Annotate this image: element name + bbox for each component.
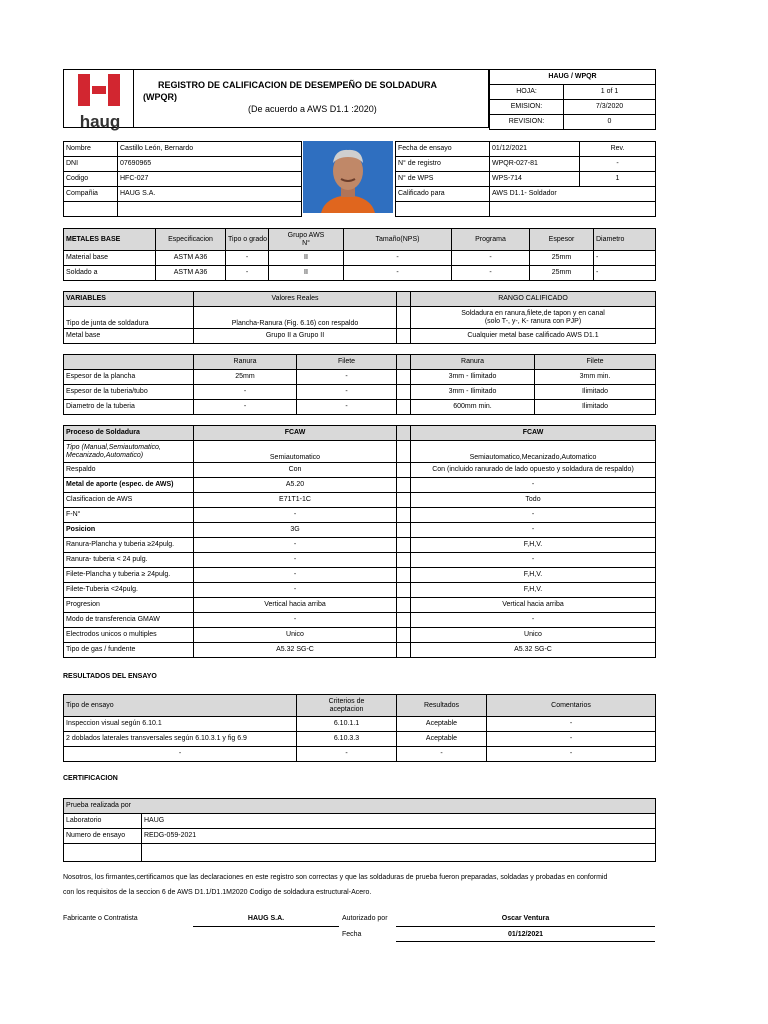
thickness-header xyxy=(64,355,194,370)
variables-cell: Cualquier metal base calificado AWS D1.1 xyxy=(411,329,656,344)
process-cell: E71T1-1C xyxy=(194,493,397,508)
gap-cell xyxy=(397,598,411,613)
form-title-wpqr: (WPQR) xyxy=(143,92,177,102)
process-cell: - xyxy=(194,613,397,628)
results-cell: 6.10.3.3 xyxy=(297,732,397,747)
process-cell: Progresion xyxy=(64,598,194,613)
process-cell: Unico xyxy=(194,628,397,643)
empty-cell xyxy=(64,844,142,862)
fecha-firma-label: Fecha xyxy=(342,931,362,938)
thickness-header: Ranura xyxy=(194,355,297,370)
results-cell: Inspeccion visual según 6.10.1 xyxy=(64,717,297,732)
gap-cell xyxy=(397,583,411,598)
metals-header: Tamaño(NPS) xyxy=(344,229,452,251)
results-cell: - xyxy=(297,747,397,762)
thickness-header: Filete xyxy=(535,355,656,370)
document-info-box xyxy=(489,69,656,130)
variables-cell: Tipo de junta de soldadura xyxy=(64,307,194,329)
empty-cell xyxy=(118,202,302,217)
lab-value: HAUG xyxy=(142,814,656,829)
results-header: Resultados xyxy=(397,695,487,717)
wps-label: N° de WPS xyxy=(396,172,490,187)
metals-cell: - xyxy=(344,251,452,266)
thickness-cell: Espesor de la plancha xyxy=(64,370,194,385)
table-row xyxy=(64,441,656,463)
form-title: REGISTRO DE CALIFICACION DE DESEMPEÑO DE SOLDADURA xyxy=(158,80,438,90)
empty-cell xyxy=(142,844,656,862)
process-cell: - xyxy=(194,568,397,583)
empty-cell xyxy=(490,202,656,217)
results-cell: 6.10.1.1 xyxy=(297,717,397,732)
table-row xyxy=(64,266,656,281)
revision-value: 0 xyxy=(564,115,656,130)
thickness-cell: - xyxy=(297,385,397,400)
metals-cell: ASTM A36 xyxy=(156,251,226,266)
metals-header: Diametro xyxy=(594,229,656,251)
process-cell: F,H,V. xyxy=(411,538,656,553)
thickness-cell: 600mm min. xyxy=(411,400,535,415)
process-cell: Proceso de Soldadura xyxy=(64,426,194,441)
metals-cell: 25mm xyxy=(530,251,594,266)
table-row xyxy=(64,385,656,400)
gap-cell xyxy=(397,329,411,344)
nombre-label: Nombre xyxy=(64,142,118,157)
thickness-cell: Ilimitado xyxy=(535,400,656,415)
process-cell: Posicion xyxy=(64,523,194,538)
results-cell: - xyxy=(397,747,487,762)
dni-label: DNI xyxy=(64,157,118,172)
process-cell: - xyxy=(411,508,656,523)
dni-value: 07690965 xyxy=(118,157,302,172)
metals-cell: - xyxy=(226,251,269,266)
table-row xyxy=(64,478,656,493)
gap-cell xyxy=(397,355,411,370)
gap-cell xyxy=(397,493,411,508)
process-cell: Electrodos unicos o multiples xyxy=(64,628,194,643)
process-cell: Filete-Plancha y tuberia ≥ 24pulg. xyxy=(64,568,194,583)
table-row xyxy=(64,329,656,344)
gap-cell xyxy=(397,385,411,400)
metals-cell: - xyxy=(452,266,530,281)
table-row xyxy=(64,538,656,553)
gap-cell xyxy=(397,553,411,568)
compania-label: Compañia xyxy=(64,187,118,202)
table-row xyxy=(64,370,656,385)
results-table xyxy=(63,694,656,762)
metals-cell: - xyxy=(594,266,656,281)
autorizado-label: Autorizado por xyxy=(342,915,388,922)
welder-info-table xyxy=(63,141,302,217)
person-photo-icon xyxy=(303,141,393,213)
revision-label: REVISION: xyxy=(490,115,564,130)
registro-rev: - xyxy=(580,157,656,172)
variables-cell: Grupo II a Grupo II xyxy=(194,329,397,344)
metals-cell: II xyxy=(269,251,344,266)
process-cell: Ranura- tuberia < 24 pulg. xyxy=(64,553,194,568)
process-cell: A5.32 SG-C xyxy=(194,643,397,658)
process-cell: - xyxy=(411,613,656,628)
results-cell: Aceptable xyxy=(397,717,487,732)
thickness-header: Filete xyxy=(297,355,397,370)
variables-cell: Plancha-Ranura (Fig. 6.16) con respaldo xyxy=(194,307,397,329)
certification-table xyxy=(63,798,656,862)
gap-cell xyxy=(397,463,411,478)
gap-cell xyxy=(397,643,411,658)
results-title: RESULTADOS DEL ENSAYO xyxy=(63,673,157,680)
table-row xyxy=(64,493,656,508)
fecha-value: 01/12/2021 xyxy=(490,142,580,157)
process-cell: Modo de transferencia GMAW xyxy=(64,613,194,628)
process-cell: - xyxy=(194,583,397,598)
num-value: REDG-059-2021 xyxy=(142,829,656,844)
gap-cell xyxy=(397,613,411,628)
table-row xyxy=(64,598,656,613)
thickness-table xyxy=(63,354,656,415)
process-cell: - xyxy=(194,508,397,523)
table-row xyxy=(64,717,656,732)
certification-statement-line1: Nosotros, los firmantes,certificamos que las declaraciones en este registro son correctas y que las soldaduras de prueba fueron preparadas, soldadas y probadas en conformid xyxy=(63,874,608,881)
table-row xyxy=(64,583,656,598)
fabricante-line xyxy=(193,926,339,927)
metals-header: Tipo o grado xyxy=(226,229,269,251)
metals-cell: - xyxy=(344,266,452,281)
variables-cell: Soldadura en ranura,filete,de tapon y en canal (solo T-, y-, K- ranura con PJP) xyxy=(411,307,656,329)
registro-label: N° de registro xyxy=(396,157,490,172)
metals-cell: - xyxy=(226,266,269,281)
nombre-value: Castillo León, Bernardo xyxy=(118,142,302,157)
table-row xyxy=(64,568,656,583)
certification-title: CERTIFICACION xyxy=(63,775,118,782)
fabricante-value: HAUG S.A. xyxy=(247,915,285,922)
results-header: Comentarios xyxy=(487,695,656,717)
variables-table xyxy=(63,291,656,344)
lab-label: Laboratorio xyxy=(64,814,142,829)
gap-cell xyxy=(397,441,411,463)
table-row xyxy=(64,553,656,568)
haug-logo xyxy=(72,72,128,131)
process-cell: 3G xyxy=(194,523,397,538)
gap-cell xyxy=(397,426,411,441)
metals-header: Programa xyxy=(452,229,530,251)
fecha-firma-line xyxy=(396,941,655,942)
table-row xyxy=(64,508,656,523)
process-cell: Metal de aporte (espec. de AWS) xyxy=(64,478,194,493)
table-row xyxy=(64,463,656,478)
process-cell: A5.20 xyxy=(194,478,397,493)
process-cell: Vertical hacia arriba xyxy=(411,598,656,613)
compania-value: HAUG S.A. xyxy=(118,187,302,202)
logo-text: haug xyxy=(79,112,121,131)
calificado-label: Calificado para xyxy=(396,187,490,202)
variables-header: RANGO CALIFICADO xyxy=(411,292,656,307)
gap-cell xyxy=(397,292,411,307)
process-cell: Con xyxy=(194,463,397,478)
process-cell: FCAW xyxy=(194,426,397,441)
hoja-value: 1 of 1 xyxy=(564,85,656,100)
table-row xyxy=(64,747,656,762)
codigo-value: HFC-027 xyxy=(118,172,302,187)
process-cell: F,H,V. xyxy=(411,583,656,598)
process-cell: F,H,V. xyxy=(411,568,656,583)
results-cell: 2 doblados laterales transversales según 6.10.3.1 y fig 6.9 xyxy=(64,732,297,747)
logo-mark-icon xyxy=(72,72,128,108)
thickness-cell: - xyxy=(297,400,397,415)
metals-header: Especificacion xyxy=(156,229,226,251)
calificado-value: AWS D1.1- Soldador xyxy=(490,187,656,202)
metals-cell: - xyxy=(452,251,530,266)
metals-header: Espesor xyxy=(530,229,594,251)
thickness-cell: 3mm - Ilimitado xyxy=(411,385,535,400)
gap-cell xyxy=(397,523,411,538)
metals-cell: 25mm xyxy=(530,266,594,281)
process-cell: A5.32 SG-C xyxy=(411,643,656,658)
fecha-label: Fecha de ensayo xyxy=(396,142,490,157)
gap-cell xyxy=(397,538,411,553)
gap-cell xyxy=(397,508,411,523)
autorizado-line xyxy=(396,926,655,927)
results-header: Criterios de aceptacion xyxy=(297,695,397,717)
rev-label: Rev. xyxy=(580,142,656,157)
process-cell: - xyxy=(411,553,656,568)
results-cell: - xyxy=(487,717,656,732)
gap-cell xyxy=(397,370,411,385)
gap-cell xyxy=(397,400,411,415)
process-cell: Tipo de gas / fundente xyxy=(64,643,194,658)
welder-photo xyxy=(303,141,393,213)
emision-value: 7/3/2020 xyxy=(564,100,656,115)
thickness-cell: Diametro de la tuberia xyxy=(64,400,194,415)
codigo-label: Codigo xyxy=(64,172,118,187)
process-cell: Vertical hacia arriba xyxy=(194,598,397,613)
logo-divider xyxy=(133,69,134,128)
thickness-cell: 3mm min. xyxy=(535,370,656,385)
table-row xyxy=(64,643,656,658)
variables-cell: Metal base xyxy=(64,329,194,344)
table-row xyxy=(64,732,656,747)
test-info-table xyxy=(395,141,656,217)
thickness-cell: - xyxy=(194,400,297,415)
metals-cell: ASTM A36 xyxy=(156,266,226,281)
table-row xyxy=(64,628,656,643)
wps-value: WPS-714 xyxy=(490,172,580,187)
results-cell: - xyxy=(487,747,656,762)
box-title: HAUG / WPQR xyxy=(490,70,656,85)
process-cell: Ranura-Plancha y tuberia ≥24pulg. xyxy=(64,538,194,553)
process-cell: - xyxy=(411,478,656,493)
registro-value: WPQR-027-81 xyxy=(490,157,580,172)
process-cell: - xyxy=(194,538,397,553)
process-cell: Tipo (Manual,Semiautomatico, Mecanizado,Automatico) xyxy=(64,441,194,463)
metals-header: Grupo AWS N° xyxy=(269,229,344,251)
wps-rev: 1 xyxy=(580,172,656,187)
empty-cell xyxy=(396,202,490,217)
process-cell: Unico xyxy=(411,628,656,643)
process-cell: Filete-Tuberia <24pulg. xyxy=(64,583,194,598)
process-cell: Todo xyxy=(411,493,656,508)
table-row xyxy=(64,523,656,538)
table-row xyxy=(64,400,656,415)
variables-header: Valores Reales xyxy=(194,292,397,307)
process-cell: FCAW xyxy=(411,426,656,441)
table-row xyxy=(64,613,656,628)
gap-cell xyxy=(397,628,411,643)
metals-cell: Soldado a xyxy=(64,266,156,281)
form-subtitle: (De acuerdo a AWS D1.1 :2020) xyxy=(248,104,377,114)
thickness-cell: Ilimitado xyxy=(535,385,656,400)
thickness-header: Ranura xyxy=(411,355,535,370)
base-metals-table xyxy=(63,228,656,281)
results-cell: Aceptable xyxy=(397,732,487,747)
results-cell: - xyxy=(487,732,656,747)
process-cell: - xyxy=(194,553,397,568)
process-cell: Semiautomatico xyxy=(194,441,397,463)
thickness-cell: - xyxy=(194,385,297,400)
process-table xyxy=(63,425,656,658)
process-cell: Respaldo xyxy=(64,463,194,478)
gap-cell xyxy=(397,478,411,493)
certification-statement-line2: con los requisitos de la seccion 6 de AWS D1.1/D1.1M2020 Codigo de soldadura estructural-Acero. xyxy=(63,889,372,896)
variables-header: VARIABLES xyxy=(64,292,194,307)
empty-cell xyxy=(64,202,118,217)
process-cell: Con (incluido ranurado de lado opuesto y soldadura de respaldo) xyxy=(411,463,656,478)
hoja-label: HOJA: xyxy=(490,85,564,100)
table-row xyxy=(64,251,656,266)
gap-cell xyxy=(397,307,411,329)
process-header-row xyxy=(64,426,656,441)
metals-header: METALES BASE xyxy=(64,229,156,251)
gap-cell xyxy=(397,568,411,583)
process-cell: - xyxy=(411,523,656,538)
autorizado-value: Oscar Ventura xyxy=(501,915,550,922)
process-cell: F-N° xyxy=(64,508,194,523)
metals-cell: Material base xyxy=(64,251,156,266)
process-cell: Semiautomatico,Mecanizado,Automatico xyxy=(411,441,656,463)
emision-label: EMISION: xyxy=(490,100,564,115)
num-label: Numero de ensayo xyxy=(64,829,142,844)
thickness-cell: 3mm - Ilimitado xyxy=(411,370,535,385)
results-header: Tipo de ensayo xyxy=(64,695,297,717)
metals-cell: - xyxy=(594,251,656,266)
thickness-cell: - xyxy=(297,370,397,385)
thickness-cell: Espesor de la tuberia/tubo xyxy=(64,385,194,400)
results-cell: - xyxy=(64,747,297,762)
fecha-firma-value: 01/12/2021 xyxy=(507,931,544,938)
prueba-label: Prueba realizada por xyxy=(64,799,656,814)
metals-cell: II xyxy=(269,266,344,281)
thickness-cell: 25mm xyxy=(194,370,297,385)
process-cell: Clasificacion de AWS xyxy=(64,493,194,508)
fabricante-label: Fabricante o Contratista xyxy=(63,915,138,922)
table-row xyxy=(64,307,656,329)
